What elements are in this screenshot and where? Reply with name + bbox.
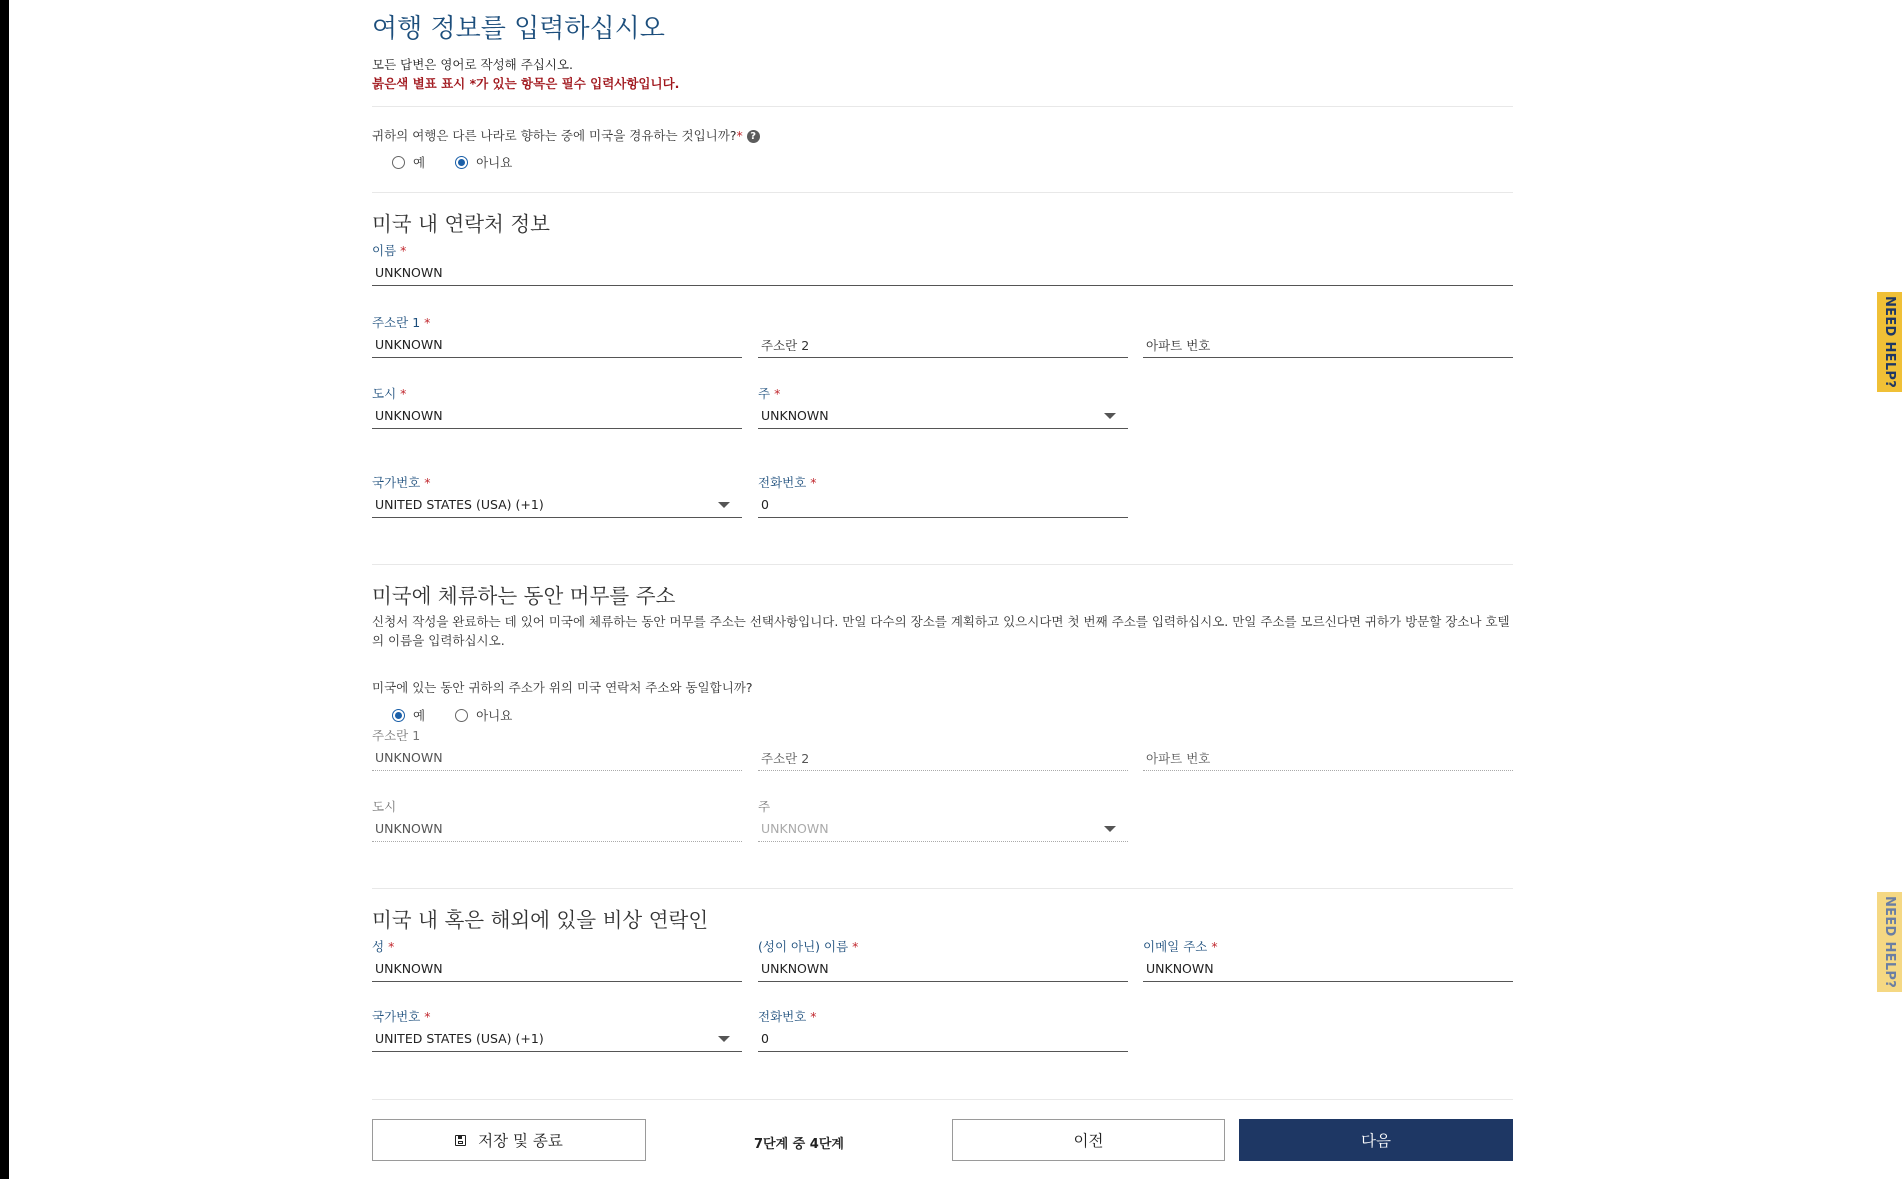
contact-city-label: 도시 * xyxy=(372,386,407,401)
emergency-given-name-input[interactable]: UNKNOWN xyxy=(758,956,1128,982)
required-mark: * xyxy=(736,128,743,143)
need-help-tab[interactable]: NEED HELP? xyxy=(1877,292,1902,392)
english-note: 모든 답변은 영어로 작성해 주십시오. xyxy=(372,57,573,72)
transit-radio-no[interactable]: 아니요 xyxy=(455,153,512,171)
transit-radio-yes[interactable]: 예 xyxy=(392,153,425,171)
emergency-phone-label: 전화번호 * xyxy=(758,1009,817,1024)
contact-city-input[interactable]: UNKNOWN xyxy=(372,403,742,429)
stay-state-field xyxy=(758,798,1128,842)
contact-addr1-input[interactable]: UNKNOWN xyxy=(372,332,742,358)
need-help-tab-secondary[interactable]: NEED HELP? xyxy=(1877,892,1902,992)
emergency-country-code-label: 국가번호 * xyxy=(372,1009,431,1024)
divider xyxy=(372,106,1513,107)
page-title: 여행 정보를 입력하십시오 xyxy=(372,14,665,44)
emergency-given-name-label: (성이 아닌) 이름 * xyxy=(758,939,859,954)
contact-apt-input[interactable]: 아파트 번호 xyxy=(1143,332,1513,358)
transit-question: 귀하의 여행은 다른 나라로 향하는 중에 미국을 경유하는 것입니까?* ? xyxy=(372,126,760,144)
contact-state-field xyxy=(758,385,1128,429)
chevron-down-icon xyxy=(1104,413,1116,419)
contact-addr1-field xyxy=(372,314,742,358)
emergency-surname-label: 성 * xyxy=(372,939,395,954)
next-button[interactable]: 다음 xyxy=(1239,1119,1513,1161)
emergency-country-code-select[interactable]: UNITED STATES (USA) (+1) xyxy=(372,1026,742,1052)
emergency-surname-input[interactable]: UNKNOWN xyxy=(372,956,742,982)
help-icon[interactable]: ? xyxy=(747,130,760,143)
emergency-email-input[interactable]: UNKNOWN xyxy=(1143,956,1513,982)
step-indicator: 7단계 중 4단계 xyxy=(754,1137,844,1152)
stay-addr1-label: 주소란 1 xyxy=(372,728,421,743)
contact-state-label: 주 * xyxy=(758,386,781,401)
stay-radio-group xyxy=(392,706,542,724)
stay-city-field xyxy=(372,798,742,842)
emergency-phone-input[interactable]: 0 xyxy=(758,1026,1128,1052)
emergency-surname-field xyxy=(372,938,742,982)
emergency-email-label: 이메일 주소 * xyxy=(1143,939,1218,954)
contact-phone-field xyxy=(758,474,1128,518)
radio-checked-icon xyxy=(455,156,468,169)
stay-addr1-field xyxy=(372,727,742,771)
emergency-section-title: 미국 내 혹은 해외에 있을 비상 연락인 xyxy=(372,908,709,932)
stay-city-label: 도시 xyxy=(372,799,397,814)
contact-phone-label: 전화번호 * xyxy=(758,475,817,490)
divider xyxy=(372,888,1513,889)
stay-addr1-input: UNKNOWN xyxy=(372,745,742,771)
contact-section-title: 미국 내 연락처 정보 xyxy=(372,212,550,236)
stay-radio-yes[interactable]: 예 xyxy=(392,706,425,724)
contact-country-code-select[interactable]: UNITED STATES (USA) (+1) xyxy=(372,492,742,518)
transit-radio-group xyxy=(392,153,542,171)
stay-addr2-field xyxy=(758,727,1128,771)
contact-name-field xyxy=(372,242,1513,286)
contact-phone-input[interactable]: 0 xyxy=(758,492,1128,518)
radio-checked-icon xyxy=(392,709,405,722)
stay-city-input: UNKNOWN xyxy=(372,816,742,842)
contact-city-field xyxy=(372,385,742,429)
contact-name-label: 이름 * xyxy=(372,243,407,258)
form-container xyxy=(372,0,1513,1152)
stay-apt-input: 아파트 번호 xyxy=(1143,745,1513,771)
contact-country-code-field xyxy=(372,474,742,518)
contact-country-code-label: 국가번호 * xyxy=(372,475,431,490)
left-edge-bar xyxy=(0,0,9,1179)
chevron-down-icon xyxy=(718,502,730,508)
contact-addr1-label: 주소란 1 * xyxy=(372,315,431,330)
radio-unchecked-icon xyxy=(392,156,405,169)
divider xyxy=(372,564,1513,565)
contact-addr2-input[interactable]: 주소란 2 xyxy=(758,332,1128,358)
emergency-email-field xyxy=(1143,938,1513,982)
contact-apt-field xyxy=(1143,314,1513,358)
emergency-given-name-field xyxy=(758,938,1128,982)
stay-same-question: 미국에 있는 동안 귀하의 주소가 위의 미국 연락처 주소와 동일합니까? xyxy=(372,680,753,695)
save-and-exit-button[interactable]: 저장 및 종료 xyxy=(372,1119,646,1161)
emergency-country-code-field xyxy=(372,1008,742,1052)
stay-state-select: UNKNOWN xyxy=(758,816,1128,842)
divider xyxy=(372,1099,1513,1100)
radio-unchecked-icon xyxy=(455,709,468,722)
stay-description: 신청서 작성을 완료하는 데 있어 미국에 체류하는 동안 머무를 주소는 선택사항입니다. 만일 다수의 장소를 계획하고 있으시다면 첫 번째 주소를 입력하십시오. 만일 주소를 모르신다면 귀하가 방문할 장소나 호텔의 이름을 입력하십시오. xyxy=(372,614,1510,648)
stay-section-title: 미국에 체류하는 동안 머무를 주소 xyxy=(372,584,676,608)
previous-button[interactable]: 이전 xyxy=(952,1119,1225,1161)
emergency-phone-field xyxy=(758,1008,1128,1052)
stay-radio-no[interactable]: 아니요 xyxy=(455,706,512,724)
stay-apt-field xyxy=(1143,727,1513,771)
contact-addr2-field xyxy=(758,314,1128,358)
stay-addr2-input: 주소란 2 xyxy=(758,745,1128,771)
chevron-down-icon xyxy=(718,1036,730,1042)
divider xyxy=(372,192,1513,193)
contact-state-select[interactable]: UNKNOWN xyxy=(758,403,1128,429)
stay-state-label: 주 xyxy=(758,799,771,814)
required-note: 붉은색 별표 표시 *가 있는 항목은 필수 입력사항입니다. xyxy=(372,76,680,91)
floppy-disk-icon xyxy=(455,1135,466,1146)
chevron-down-icon xyxy=(1104,826,1116,832)
contact-name-input[interactable]: UNKNOWN xyxy=(372,260,1513,286)
